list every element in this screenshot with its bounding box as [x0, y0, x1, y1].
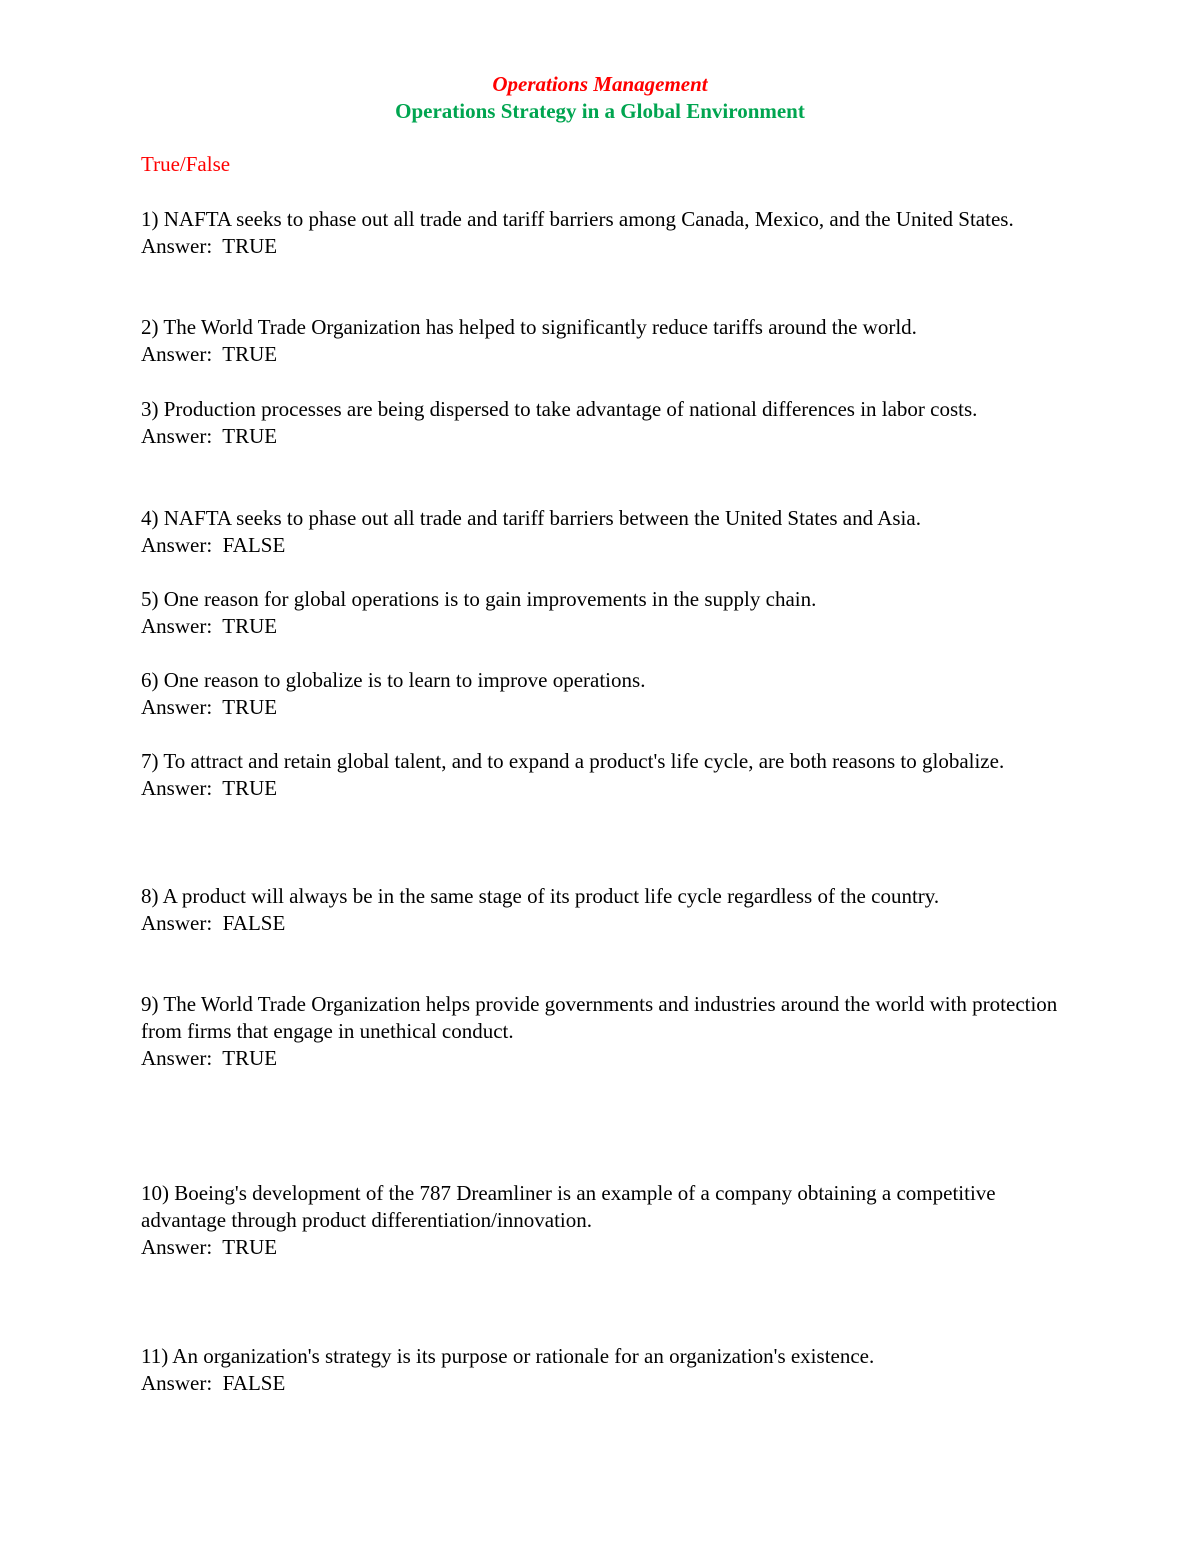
question-text: 9) The World Trade Organization helps provide governments and industries around the world with protection from firms that engage in unethical conduct. — [141, 992, 1058, 1043]
question-answer: Answer: TRUE — [141, 614, 278, 638]
question-text: 1) NAFTA seeks to phase out all trade and tariff barriers among Canada, Mexico, and the United States. — [141, 207, 1014, 231]
question-item-4 — [141, 505, 1071, 559]
question-answer: Answer: TRUE — [141, 695, 278, 719]
question-text: 4) NAFTA seeks to phase out all trade and tariff barriers between the United States and Asia. — [141, 506, 921, 530]
question-item-3 — [141, 396, 1071, 450]
question-text: 5) One reason for global operations is to gain improvements in the supply chain. — [141, 587, 817, 611]
question-item-8 — [141, 883, 1071, 937]
question-text: 7) To attract and retain global talent, and to expand a product's life cycle, are both reasons to globalize. — [141, 749, 1005, 773]
question-answer: Answer: TRUE — [141, 424, 278, 448]
question-item-10 — [141, 1180, 1071, 1261]
question-item-6 — [141, 667, 1071, 721]
question-item-5 — [141, 586, 1071, 640]
question-answer: Answer: TRUE — [141, 1235, 278, 1259]
question-item-7 — [141, 748, 1071, 802]
question-text: 11) An organization's strategy is its purpose or rationale for an organization's existence. — [141, 1344, 875, 1368]
question-item-11 — [141, 1343, 1071, 1397]
question-answer: Answer: TRUE — [141, 342, 278, 366]
document-subtitle: Operations Strategy in a Global Environment — [395, 99, 805, 123]
question-item-2 — [141, 314, 1071, 368]
question-text: 10) Boeing's development of the 787 Dreamliner is an example of a company obtaining a competitive advantage through product differentiation/innovation. — [141, 1181, 996, 1232]
section-label: True/False — [141, 152, 231, 176]
question-answer: Answer: TRUE — [141, 234, 278, 258]
question-item-9 — [141, 991, 1071, 1072]
question-answer: Answer: FALSE — [141, 1371, 286, 1395]
question-text: 8) A product will always be in the same stage of its product life cycle regardless of the country. — [141, 884, 940, 908]
question-answer: Answer: TRUE — [141, 1046, 278, 1070]
question-answer: Answer: TRUE — [141, 776, 278, 800]
question-answer: Answer: FALSE — [141, 911, 286, 935]
question-text: 6) One reason to globalize is to learn to improve operations. — [141, 668, 646, 692]
document-title: Operations Management — [492, 72, 708, 96]
question-text: 3) Production processes are being dispersed to take advantage of national differences in labor costs. — [141, 397, 978, 421]
question-item-1 — [141, 206, 1071, 260]
question-answer: Answer: FALSE — [141, 533, 286, 557]
question-text: 2) The World Trade Organization has helped to significantly reduce tariffs around the world. — [141, 315, 917, 339]
